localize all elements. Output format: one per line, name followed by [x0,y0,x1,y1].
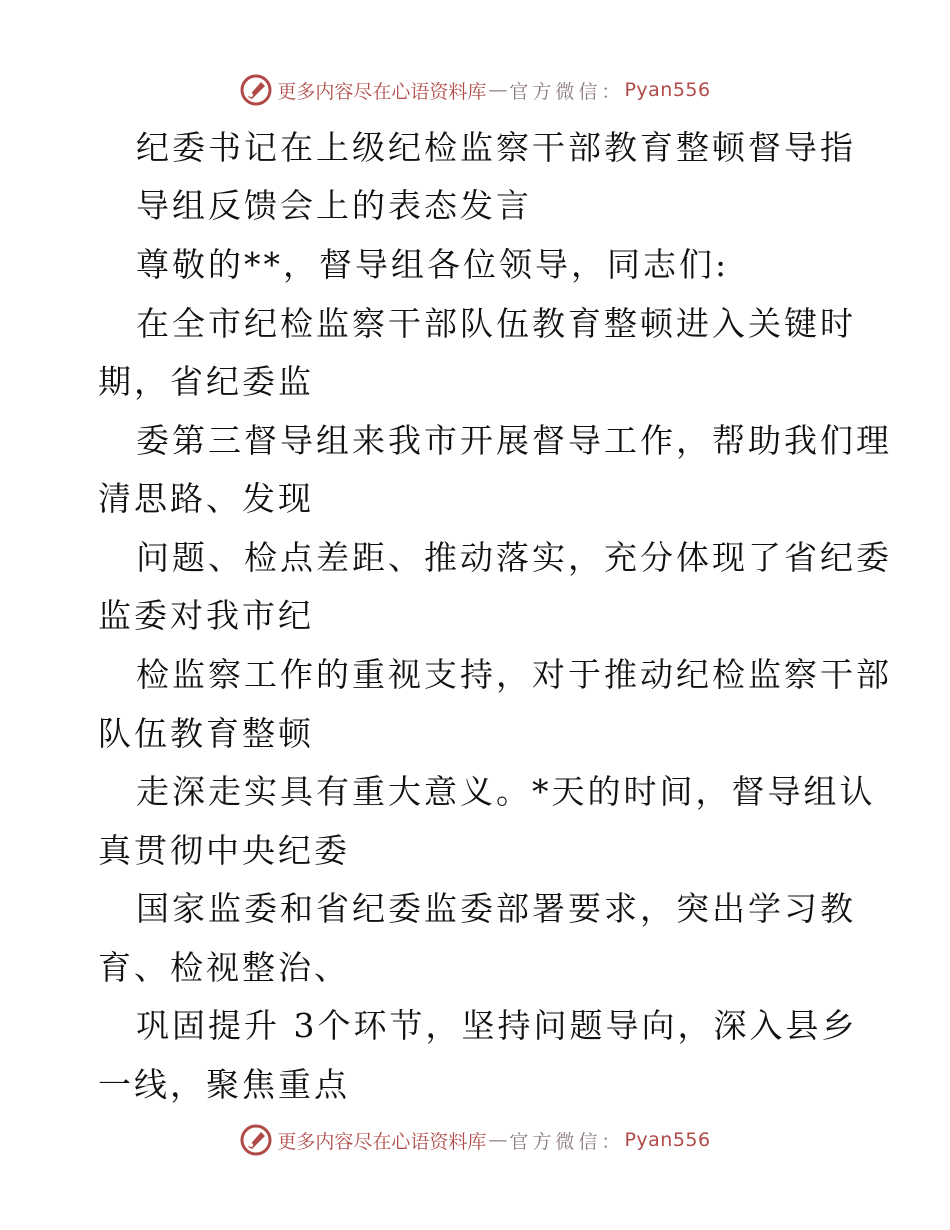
banner-separator: — [488,1129,508,1151]
text-line: 清思路、发现 [98,479,314,518]
text-line: 委第三督导组来我市开展督导工作，帮助我们理 [136,421,892,460]
text-line: 在全市纪检监察干部队伍教育整顿进入关键时 [136,304,856,343]
text-line: 队伍教育整顿 [98,714,314,753]
banner-wechat-id: Pyan556 [624,1129,711,1151]
banner-wechat-id: Pyan556 [624,79,711,101]
text-line: 巩固提升 3个环节，坚持问题导向，深入县乡 [136,1006,858,1045]
text-line: 期，省纪委监 [98,362,314,401]
banner-wechat-label: 官方微信： [509,1130,625,1153]
pen-nib-logo-icon [239,1123,273,1157]
text-line: 监委对我市纪 [98,596,314,635]
text-line: 纪委书记在上级纪检监察干部教育整顿督导指 [136,128,856,167]
banner-text: 更多内容尽在心语资料库 [277,1130,487,1153]
footer-banner [0,1120,950,1160]
text-line: 问题、检点差距、推动落实，充分体现了省纪委 [136,538,892,577]
text-line: 一线，聚焦重点 [98,1065,350,1104]
banner-wechat-label: 官方微信： [509,80,625,103]
header-banner [0,70,950,110]
text-line: 真贯彻中央纪委 [98,831,350,870]
banner-separator: — [488,79,508,101]
pen-nib-logo-icon [239,73,273,107]
banner-text: 更多内容尽在心语资料库 [277,80,487,103]
text-line: 国家监委和省纪委监委部署要求，突出学习教 [136,889,856,928]
text-line: 检监察工作的重视支持，对于推动纪检监察干部 [136,655,892,694]
text-line: 导组反馈会上的表态发言 [136,186,532,225]
text-line: 走深走实具有重大意义。*天的时间，督导组认 [136,772,876,811]
text-line: 育、检视整治、 [98,948,350,987]
text-line: 尊敬的**，督导组各位领导，同志们: [136,245,730,284]
